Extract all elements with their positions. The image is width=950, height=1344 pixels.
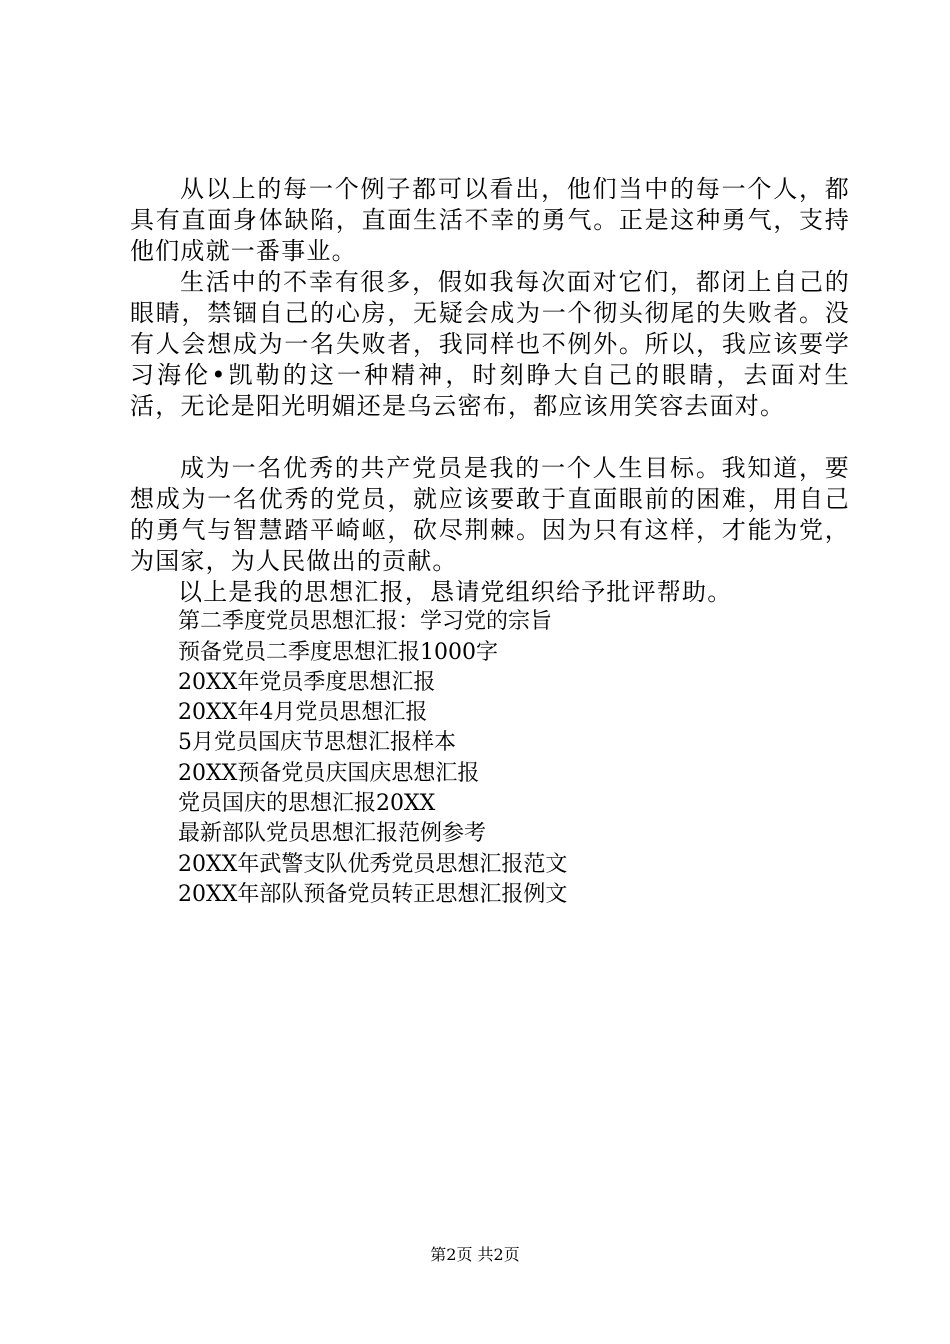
related-link-8[interactable]: 最新部队党员思想汇报范例参考: [178, 821, 487, 847]
document-body: [130, 174, 850, 910]
related-link-3[interactable]: 20XX年党员季度思想汇报: [178, 669, 436, 695]
paragraph-2: 生活中的不幸有很多，假如我每次面对它们，都闭上自己的眼睛，禁锢自己的心房，无疑会成为一个彻头彻尾的失败者。没有人会想成为一名失败者，我同样也不例外。所以，我应该要学习海伦•凯勒的这一种精神，时刻睁大自己的眼睛，去面对生活，无论是阳光明媚还是乌云密布，都应该用笑容去面对。: [130, 268, 850, 420]
related-link-2[interactable]: 预备党员二季度思想汇报1000字: [178, 639, 498, 665]
related-link-4[interactable]: 20XX年4月党员思想汇报: [178, 700, 428, 726]
closing-line: 以上是我的思想汇报，恳请党组织给予批评帮助。: [178, 578, 733, 606]
paragraph-3: 成为一名优秀的共产党员是我的一个人生目标。我知道，要想成为一名优秀的党员，就应该要敢于直面眼前的困难，用自己的勇气与智慧踏平崎岖，砍尽荆棘。因为只有这样，才能为党，为国家，为人民做出的贡献。: [130, 454, 850, 575]
paragraph-1: 从以上的每一个例子都可以看出，他们当中的每一个人，都具有直面身体缺陷，直面生活不幸的勇气。正是这种勇气，支持他们成就一番事业。: [130, 175, 850, 265]
related-link-9[interactable]: 20XX年武警支队优秀党员思想汇报范文: [178, 851, 568, 877]
related-links-list: [130, 607, 850, 910]
related-link-1[interactable]: 第二季度党员思想汇报：学习党的宗旨: [178, 609, 553, 635]
related-link-7[interactable]: 党员国庆的思想汇报20XX: [178, 791, 436, 817]
page-footer: 第2页 共2页: [430, 1245, 520, 1264]
related-link-6[interactable]: 20XX预备党员庆国庆思想汇报: [178, 760, 480, 786]
related-link-5[interactable]: 5月党员国庆节思想汇报样本: [178, 730, 456, 756]
related-link-10[interactable]: 20XX年部队预备党员转正思想汇报例文: [178, 881, 568, 907]
